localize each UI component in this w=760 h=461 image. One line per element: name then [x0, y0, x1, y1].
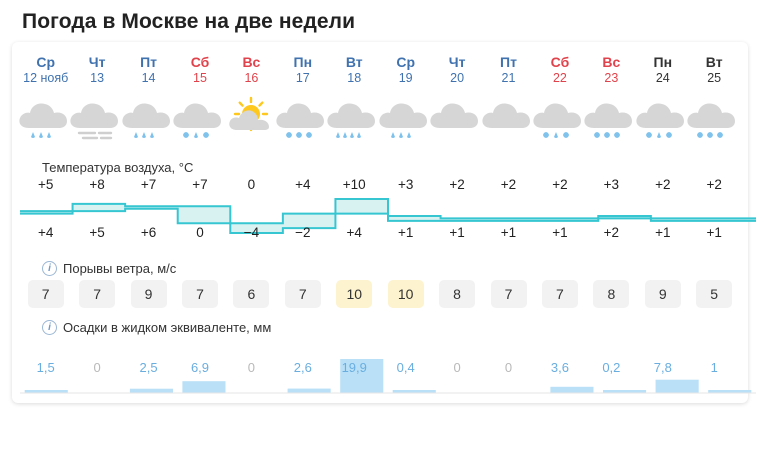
- temp-min-value: +2: [603, 225, 620, 241]
- precipitation-chart: [20, 337, 740, 397]
- wind-gust-value: 7: [285, 280, 321, 308]
- wind-cell: [688, 280, 739, 308]
- temp-min-value: +1: [500, 225, 517, 241]
- info-icon[interactable]: i: [42, 261, 57, 276]
- day-date: 19: [398, 71, 413, 86]
- temperature-label-text: Температура воздуха, °C: [42, 160, 194, 176]
- temp-max-value: +10: [342, 177, 366, 193]
- temp-max-value: 0: [247, 177, 256, 193]
- day-header-3[interactable]: [174, 54, 225, 86]
- temp-min-value: +4: [346, 225, 362, 241]
- precip-value: 7,8: [653, 360, 672, 376]
- day-weekday: Пн: [293, 54, 313, 70]
- day-date: 12 нояб: [23, 71, 69, 86]
- temp-max-value: +4: [295, 177, 311, 193]
- wind-cell: [123, 280, 174, 308]
- cloud-rain-icon: [380, 94, 431, 150]
- day-date: 21: [501, 71, 516, 86]
- cloud-icon: [431, 94, 482, 150]
- day-date: 17: [295, 71, 310, 86]
- wind-cell: [174, 280, 225, 308]
- day-header-12[interactable]: [637, 54, 688, 86]
- day-date: 16: [244, 71, 259, 86]
- precip-value: 2,5: [139, 360, 158, 376]
- temp-max-value: +2: [449, 177, 465, 193]
- precip-value: 0,4: [396, 360, 415, 376]
- temp-max-value: +3: [397, 177, 414, 193]
- forecast-panel: [12, 42, 748, 403]
- weather-icons-row: [12, 88, 748, 154]
- precip-value: 0: [453, 360, 461, 376]
- info-icon[interactable]: i: [42, 320, 57, 335]
- day-weekday: Ср: [396, 54, 415, 70]
- day-date: 14: [141, 71, 156, 86]
- wind-cell: [71, 280, 122, 308]
- day-date: 15: [193, 71, 207, 86]
- day-date: 24: [655, 71, 670, 86]
- cloud-snow-icon: [586, 94, 637, 150]
- temp-max-value: +3: [603, 177, 620, 193]
- wind-gust-value: 9: [645, 280, 681, 308]
- precip-section-label: [12, 314, 748, 337]
- day-date: 25: [707, 71, 722, 86]
- day-weekday: Сб: [190, 54, 210, 70]
- precip-value: 0: [247, 360, 256, 376]
- day-weekday: Пт: [500, 54, 517, 70]
- day-header-10[interactable]: [534, 54, 585, 86]
- precip-value: 2,6: [293, 360, 312, 376]
- day-weekday: Вс: [602, 54, 621, 70]
- temp-max-value: +7: [192, 177, 208, 193]
- wind-gust-value: 7: [491, 280, 527, 308]
- temp-max-value: +2: [552, 177, 568, 193]
- precipitation-values-row: [20, 360, 740, 375]
- temp-max-value: +8: [89, 177, 105, 193]
- day-header-5[interactable]: [277, 54, 328, 86]
- temp-min-value: +6: [140, 225, 157, 241]
- wind-cell: [329, 280, 380, 308]
- wind-cell: [20, 280, 71, 308]
- wind-cell: [380, 280, 431, 308]
- temp-min-value: +1: [449, 225, 465, 241]
- wind-gust-value: 7: [542, 280, 578, 308]
- temp-min-value: +4: [38, 225, 54, 241]
- temp-min-value: −2: [295, 225, 311, 241]
- cloud-rain-icon: [20, 94, 71, 150]
- precip-value: 6,9: [190, 360, 210, 376]
- temperature-max-row: [20, 177, 740, 192]
- day-weekday: Ср: [36, 54, 56, 70]
- precip-value: 0: [504, 360, 513, 376]
- temp-max-value: +2: [500, 177, 517, 193]
- day-date: 20: [450, 71, 465, 86]
- temperature-chart: [20, 177, 740, 255]
- wind-gust-value: 7: [79, 280, 115, 308]
- cloud-fog-icon: [71, 94, 122, 150]
- day-header-2[interactable]: [123, 54, 174, 86]
- cloud-icon: [483, 94, 534, 150]
- temperature-min-row: [20, 225, 740, 240]
- days-header: [12, 42, 748, 88]
- cloud-heavy-rain-icon: [329, 94, 380, 150]
- wind-cell: [483, 280, 534, 308]
- precip-value: 0,2: [602, 360, 621, 376]
- temp-min-value: 0: [196, 225, 204, 241]
- precip-label-text: Осадки в жидком эквиваленте, мм: [63, 320, 272, 336]
- precip-value: 1: [710, 360, 718, 376]
- day-weekday: Вс: [242, 54, 261, 70]
- day-header-0[interactable]: [20, 54, 71, 86]
- precip-value: 3,6: [550, 360, 569, 376]
- wind-cell: [226, 280, 277, 308]
- wind-gust-value: 8: [439, 280, 475, 308]
- day-weekday: Вт: [705, 54, 723, 70]
- temp-min-value: +5: [89, 225, 105, 241]
- wind-gust-value: 8: [593, 280, 629, 308]
- wind-section-label: [12, 255, 748, 278]
- day-weekday: Чт: [88, 54, 106, 70]
- cloud-rain-icon: [123, 94, 174, 150]
- day-weekday: Вт: [345, 54, 363, 70]
- temp-max-value: +5: [38, 177, 54, 193]
- temp-min-value: +1: [397, 225, 414, 241]
- precip-value: 19,9: [341, 360, 367, 376]
- wind-gust-value: 6: [233, 280, 269, 308]
- wind-gust-value: 10: [388, 280, 424, 308]
- cloud-sleet-icon: [174, 94, 225, 150]
- precip-value: 1,5: [36, 360, 55, 376]
- wind-cell: [637, 280, 688, 308]
- temp-min-value: +1: [655, 225, 671, 241]
- temp-min-value: +1: [552, 225, 568, 241]
- temp-max-value: +2: [706, 177, 722, 193]
- wind-gust-value: 9: [131, 280, 167, 308]
- day-date: 13: [90, 71, 105, 86]
- page-title: Погода в Москве на две недели: [22, 10, 356, 33]
- sun-cloud-icon: [226, 94, 277, 150]
- cloud-snow-icon: [277, 94, 328, 150]
- wind-cell: [534, 280, 585, 308]
- day-date: 23: [604, 71, 619, 86]
- temp-min-value: −4: [243, 225, 260, 241]
- wind-cell: [277, 280, 328, 308]
- temp-max-value: +7: [140, 177, 157, 193]
- wind-gust-value: 10: [336, 280, 372, 308]
- wind-cell: [431, 280, 482, 308]
- day-header-6[interactable]: [329, 54, 380, 86]
- temp-min-value: +1: [706, 225, 722, 241]
- precip-value: 0: [93, 360, 101, 376]
- wind-gust-value: 7: [28, 280, 64, 308]
- day-header-8[interactable]: [431, 54, 482, 86]
- day-date: 22: [552, 71, 567, 86]
- day-header-4[interactable]: [226, 54, 277, 86]
- day-weekday: Чт: [448, 54, 466, 70]
- cloud-sleet-icon: [637, 94, 688, 150]
- temperature-section-label: [12, 154, 748, 177]
- day-header-9[interactable]: [483, 54, 534, 86]
- day-date: 18: [347, 71, 362, 86]
- wind-gust-value: 7: [182, 280, 218, 308]
- day-header-7[interactable]: [380, 54, 431, 86]
- wind-label-text: Порывы ветра, м/с: [63, 261, 177, 277]
- day-weekday: Пн: [653, 54, 673, 70]
- wind-gust-value: 5: [696, 280, 732, 308]
- cloud-snow-icon: [688, 94, 739, 150]
- day-header-11[interactable]: [586, 54, 637, 86]
- cloud-sleet-icon: [534, 94, 585, 150]
- temp-max-value: +2: [655, 177, 671, 193]
- wind-cell: [586, 280, 637, 308]
- day-weekday: Пт: [140, 54, 158, 70]
- wind-row: [12, 278, 748, 314]
- day-weekday: Сб: [550, 54, 570, 70]
- day-header-13[interactable]: [688, 54, 739, 86]
- day-header-1[interactable]: [71, 54, 122, 86]
